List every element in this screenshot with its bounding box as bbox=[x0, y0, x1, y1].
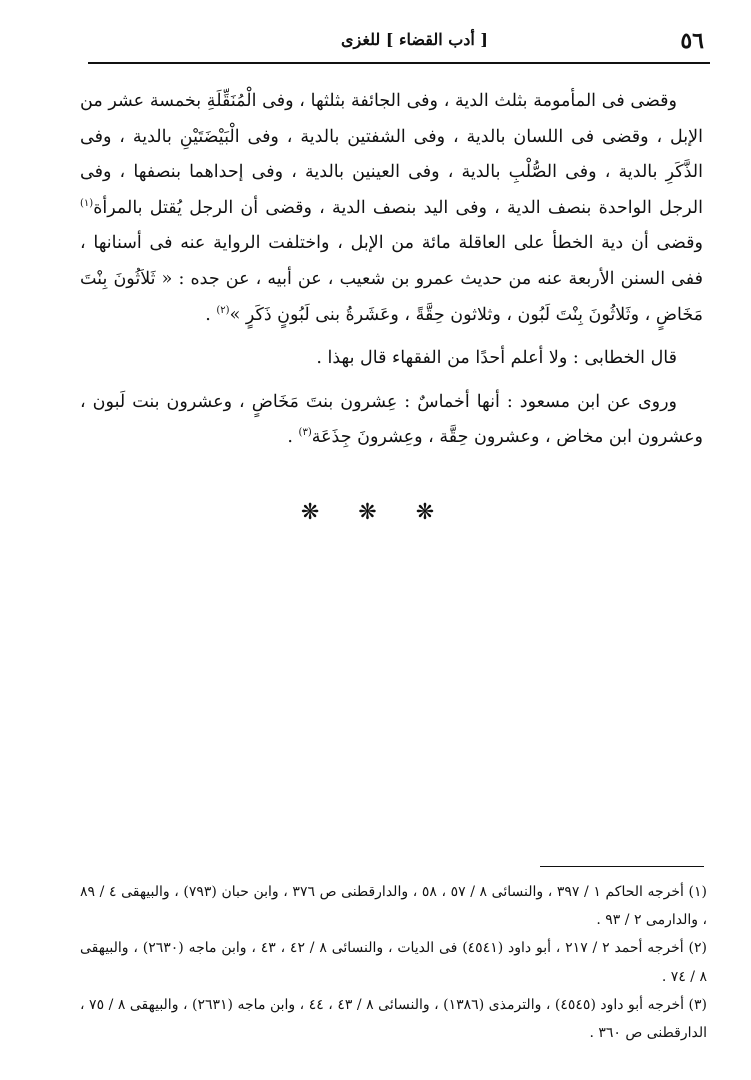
footnote-1: (١) أخرجه الحاكم ١ / ٣٩٧ ، والنسائى ٨ / ٥٧ ، ٥٨ ، والدارقطنى ص ٣٧٦ ، وابن حبان (٧٩٣) ، والبيهقى ٤ / ٨٩ ، والدارمى ٢ / ٩٣ . bbox=[80, 884, 707, 929]
main-text bbox=[80, 84, 703, 456]
running-title: [ أدب القضاء ] للغزى bbox=[341, 30, 488, 49]
footnote-2: (٢) أخرجه أحمد ٢ / ٢١٧ ، أبو داود (٤٥٤١) فى الديات ، والنسائى ٨ / ٤٢ ، ٤٣ ، وابن ماجه (٢٦٣٠) ، والبيهقى ٨ / ٧٤ . bbox=[80, 940, 707, 985]
footnotes bbox=[80, 878, 707, 1047]
footnote-ref-3: (٣) bbox=[298, 427, 312, 439]
paragraph-2: قال الخطابى : ولا أعلم أحدًا من الفقهاء قال بهذا . bbox=[316, 348, 677, 369]
footnote-rule bbox=[540, 866, 704, 867]
footnote-ref-1: (١) bbox=[80, 197, 94, 209]
header-rule bbox=[88, 62, 710, 64]
section-separator: ❋ ❋ ❋ bbox=[300, 500, 451, 525]
footnote-3: (٣) أخرجه أبو داود (٤٥٤٥) ، والترمذى (١٣٨٦) ، والنسائى ٨ / ٤٣ ، ٤٤ ، وابن ماجه (٢٦٣١) ، والبيهقى ٨ / ٧٥ ، الدارقطنى ص ٣٦٠ . bbox=[80, 996, 707, 1042]
footnote-ref-2: (٢) bbox=[216, 304, 230, 316]
paragraph-3: وروى عن ابن مسعود : أنها أخماسٌ : عِشرون بنتَ مَخَاضٍ ، وعشرون بنت لَبون ، وعشرون ابن مخاض ، وعشرون حِقَّة ، وعِشرونَ جِذَعَة$^{(٣)}$ . bbox=[80, 391, 703, 448]
page-header bbox=[85, 24, 710, 58]
page-number: ٥٦ bbox=[680, 28, 704, 54]
paragraph-1: وقضى فى المأمومة بثلث الدية ، وفى الجائفة بثلثها ، وفى الْمُنَقِّلَةِ بخمسة عشر من الإبل ، وقضى فى اللسان بالدية ، وفى الشفتين بالدية ، وفى الْبَيْضَتَيْنِ بالدية ، وفى الذَّكَرِ بالدية ، وفى الصُّلْبِ بالدية ، وفى العينين بالدية ، وفى إحداهما بنصفها ، وفى الرجل الواحدة بنصف الدية ، وفى اليد بنصف الدية ، وقضى أن الرجل يُقتل بالمرأة$^{(١)}$ وقضى أن دية الخطأ على العاقلة مائة من الإبل ، واختلفت الرواية عنه فى أسنانها ، ففى السنن الأربعة عنه من حديث عمرو بن شعيب ، عن أبيه ، عن جده : « ثَلاَثُونَ بِنْتَ مَخَاضٍ ، وثَلاثُونَ بِنْتَ لَبُون ، وثلاثون حِقَّةً ، وعَشَرةُ بنى لَبُونٍ ذَكَرٍ »$^{(٢)}$ . bbox=[80, 91, 703, 325]
